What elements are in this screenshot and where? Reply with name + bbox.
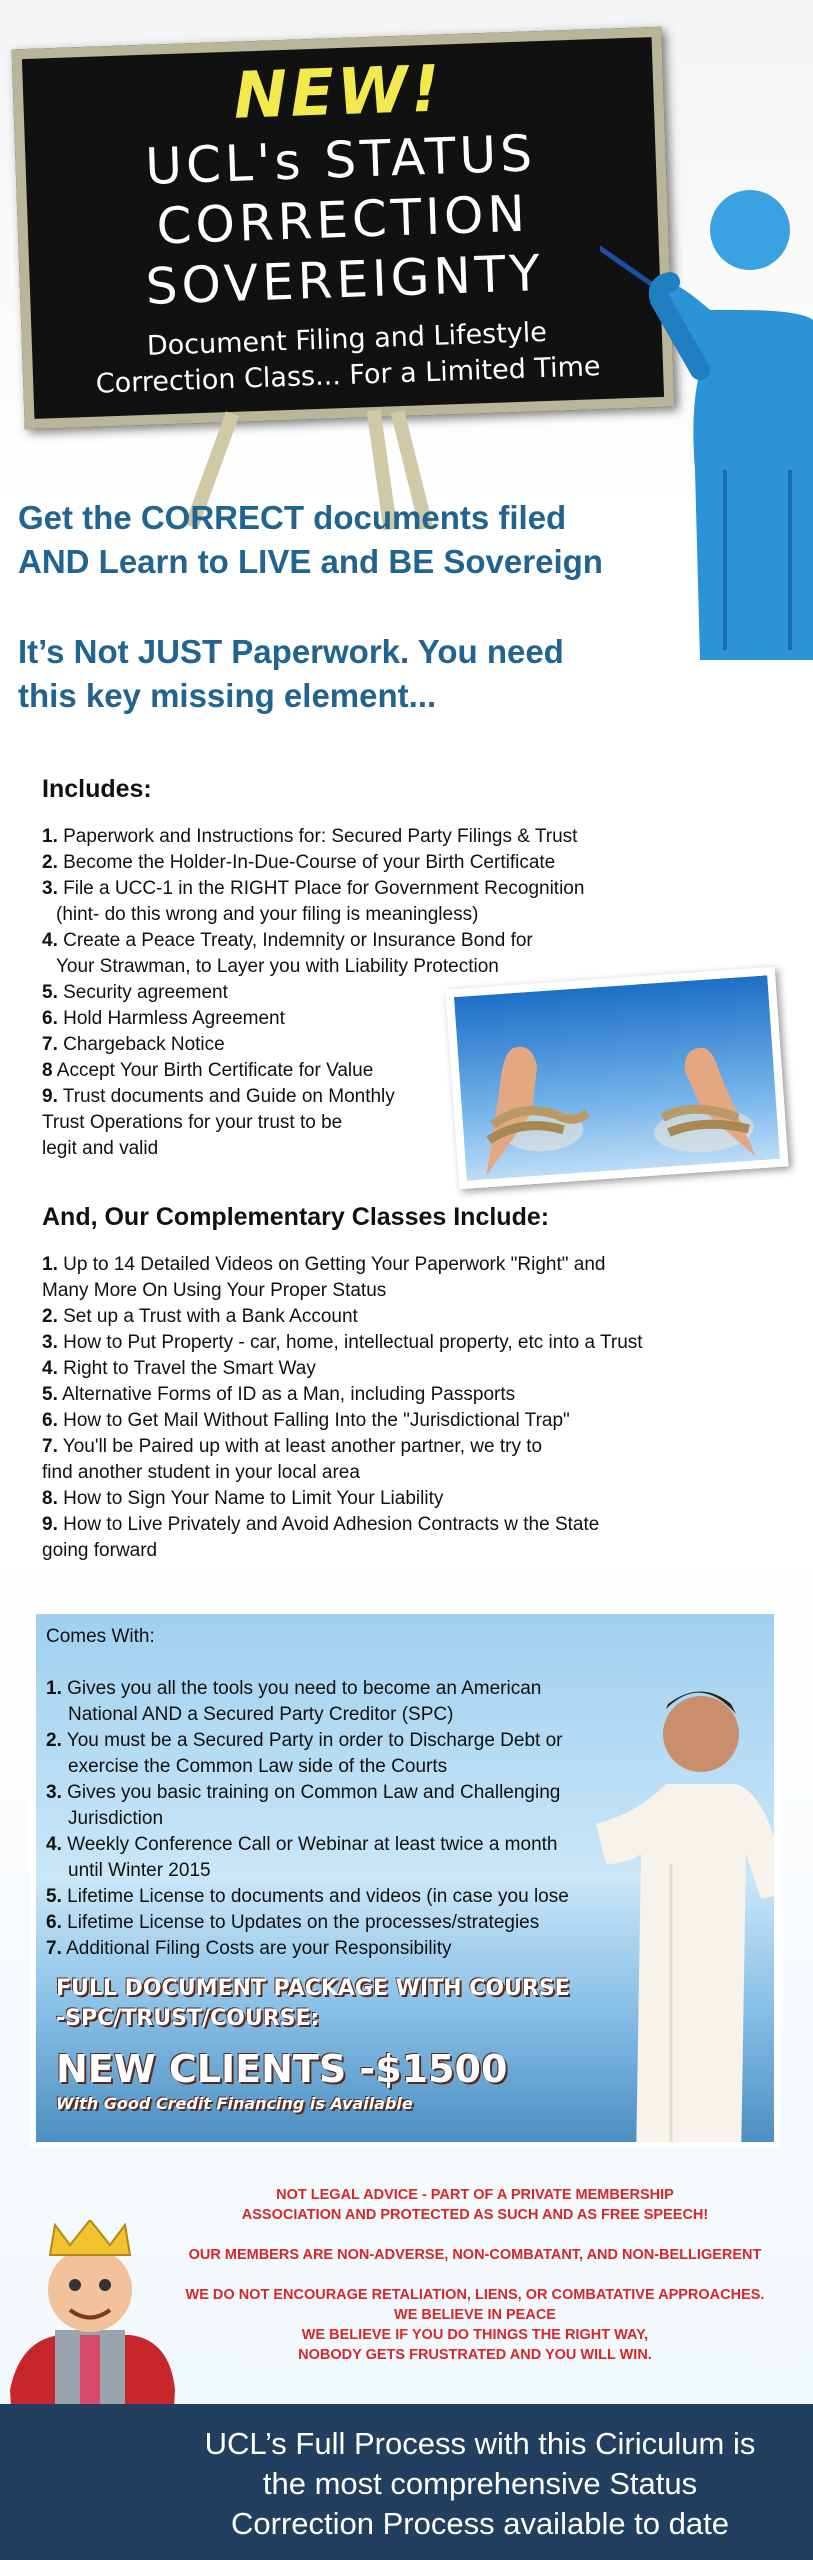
list-item-text: exercise the Common Law side of the Courts <box>68 1756 448 1777</box>
list-item <box>46 1806 606 1832</box>
list-item <box>42 1460 782 1486</box>
headline-line-4: this key missing element... <box>18 677 437 714</box>
list-item-text: Up to 14 Detailed Videos on Getting Your Paperwork "Right" and <box>57 1254 606 1275</box>
list-item-text: Trust Operations for your trust to be <box>42 1112 343 1133</box>
list-item <box>46 1676 606 1702</box>
list-item <box>46 1702 606 1728</box>
list-item-text: legit and valid <box>42 1138 159 1159</box>
price-label: NEW CLIENTS -$1500 <box>56 2047 508 2091</box>
board-subtitle-line-2: Correction Class... For a Limited Time <box>95 351 601 400</box>
list-item-number: 6. <box>42 1410 58 1431</box>
list-item-number: 3. <box>42 1332 58 1353</box>
list-item-text: How to Sign Your Name to Limit Your Liability <box>57 1488 444 1509</box>
list-item <box>46 1858 606 1884</box>
list-item <box>42 1382 782 1408</box>
footer-line-1: UCL’s Full Process with this Ciriculum is <box>204 2426 756 2461</box>
disclaimer-line: WE BELIEVE IF YOU DO THINGS THE RIGHT WAY, <box>301 2327 649 2343</box>
headline-line-3: It’s Not JUST Paperwork. You need <box>18 633 564 670</box>
board-title-line-3: SOVEREIGNTY <box>144 244 545 316</box>
list-item-text: Paperwork and Instructions for: Secured Party Filings & Trust <box>57 826 578 847</box>
list-item <box>42 1356 782 1382</box>
list-item-number: 8. <box>42 1488 58 1509</box>
list-item-text: Alternative Forms of ID as a Man, including Passports <box>57 1384 516 1405</box>
disclaimer-line: NOT LEGAL ADVICE - PART OF A PRIVATE MEMBERSHIP <box>276 2187 674 2203</box>
list-item-number: 8 <box>42 1060 53 1081</box>
list-item-number: 2. <box>42 1306 58 1327</box>
package-line-2: -SPC/TRUST/COURSE: <box>56 2006 320 2031</box>
list-item-text: find another student in your local area <box>42 1462 360 1483</box>
list-item-number: 4. <box>42 930 58 951</box>
man-at-sea-image <box>596 1664 780 2148</box>
list-item <box>42 928 662 954</box>
comes-with-list <box>46 1624 606 1962</box>
comes-list-items <box>46 1676 606 1962</box>
freed-hands-rope-image <box>445 967 788 1190</box>
list-item <box>42 850 662 876</box>
package-pricing <box>56 1974 570 2113</box>
list-item-number: 5. <box>42 982 58 1003</box>
disclaimer-line: OUR MEMBERS ARE NON-ADVERSE, NON-COMBATANT, AND NON-BELLIGERENT <box>188 2247 762 2263</box>
list-item-number: 4. <box>42 1358 58 1379</box>
list-item <box>46 1832 606 1858</box>
list-item-text: You'll be Paired up with at least another partner, we try to <box>57 1436 543 1457</box>
list-item-text: going forward <box>42 1540 158 1561</box>
list-item-text: Right to Travel the Smart Way <box>57 1358 316 1379</box>
list-item-text: Lifetime License to Updates on the processes/strategies <box>61 1912 540 1933</box>
list-item-number: 2. <box>42 852 58 873</box>
headline-line-2: AND Learn to LIVE and BE Sovereign <box>18 543 603 580</box>
list-item-number: 7. <box>42 1034 58 1055</box>
list-item-text: (hint- do this wrong and your filing is meaningless) <box>56 904 479 925</box>
financing-note: With Good Credit Financing is Available <box>56 2094 413 2113</box>
disclaimer-line: WE DO NOT ENCOURAGE RETALIATION, LIENS, OR COMBATATIVE APPROACHES. <box>185 2287 765 2303</box>
headline-block-1 <box>18 496 718 584</box>
list-item-number: 3. <box>46 1782 62 1803</box>
classes-list <box>42 1252 782 1564</box>
list-item-text: Gives you all the tools you need to become an American <box>61 1678 542 1699</box>
list-item-text: Many More On Using Your Proper Status <box>42 1280 387 1301</box>
list-item <box>46 1884 606 1910</box>
list-item-text: Your Strawman, to Layer you with Liability Protection <box>56 956 499 977</box>
list-item <box>42 954 662 980</box>
list-item-text: Security agreement <box>57 982 228 1003</box>
footer-text <box>170 2424 790 2544</box>
board-title-line-2: CORRECTION <box>155 184 530 256</box>
list-item-text: Create a Peace Treaty, Indemnity or Insurance Bond for <box>57 930 533 951</box>
list-item <box>42 1304 782 1330</box>
list-item <box>42 876 662 902</box>
list-item <box>46 1780 606 1806</box>
includes-title: Includes: <box>42 775 152 803</box>
list-item <box>46 1728 606 1754</box>
list-item <box>42 902 662 928</box>
headline-block-2 <box>18 630 638 718</box>
new-label: NEW! <box>232 52 445 134</box>
list-item-text: National AND a Secured Party Creditor (SPC) <box>68 1704 454 1725</box>
list-item <box>42 1434 782 1460</box>
list-item-number: 6. <box>46 1912 62 1933</box>
list-item-text: Additional Filing Costs are your Responsibility <box>61 1938 452 1959</box>
list-item-number: 1. <box>42 826 58 847</box>
list-item-text: Hold Harmless Agreement <box>57 1008 285 1029</box>
list-item-number: 4. <box>46 1834 62 1855</box>
board-subtitle-line-1: Document Filing and Lifestyle <box>146 316 548 362</box>
list-item <box>46 1910 606 1936</box>
list-item <box>42 1486 782 1512</box>
list-item-number: 5. <box>46 1886 62 1907</box>
comes-with-title: Comes With: <box>46 1626 155 1647</box>
list-item-text: until Winter 2015 <box>68 1860 211 1881</box>
list-item-text: Gives you basic training on Common Law and Challenging <box>61 1782 561 1803</box>
list-item <box>42 1252 782 1278</box>
list-item-number: 6. <box>42 1008 58 1029</box>
package-line-1: FULL DOCUMENT PACKAGE WITH COURSE <box>56 1976 570 2001</box>
headline-line-1: Get the CORRECT documents filed <box>18 499 567 536</box>
list-item-number: 2. <box>46 1730 62 1751</box>
disclaimer-line: WE BELIEVE IN PEACE <box>394 2307 556 2323</box>
list-item <box>42 1330 782 1356</box>
list-item-text: How to Get Mail Without Falling Into the "Jurisdictional Trap" <box>57 1410 570 1431</box>
list-item-text: Jurisdiction <box>68 1808 164 1829</box>
list-item <box>42 1408 782 1434</box>
list-item-number: 7. <box>42 1436 58 1457</box>
list-item-text: How to Put Property - car, home, intellectual property, etc into a Trust <box>57 1332 643 1353</box>
list-item-number: 3. <box>42 878 58 899</box>
footer-line-3: Correction Process available to date <box>231 2506 729 2541</box>
list-item-text: Set up a Trust with a Bank Account <box>57 1306 358 1327</box>
disclaimer-block <box>160 2185 790 2385</box>
footer-banner <box>0 2404 813 2560</box>
comes-with-panel <box>30 1608 780 2148</box>
disclaimer-line: ASSOCIATION AND PROTECTED AS SUCH AND AS FREE SPEECH! <box>241 2207 709 2223</box>
list-item-text: Weekly Conference Call or Webinar at least twice a month <box>61 1834 558 1855</box>
list-item-number: 1. <box>42 1254 58 1275</box>
list-item-text: Become the Holder-In-Due-Course of your Birth Certificate <box>57 852 556 873</box>
list-item-number: 7. <box>46 1938 62 1959</box>
classes-title: And, Our Complementary Classes Include: <box>42 1203 550 1231</box>
list-item-text: Lifetime License to documents and videos (in case you lose <box>61 1886 569 1907</box>
disclaimer-line: NOBODY GETS FRUSTRATED AND YOU WILL WIN. <box>298 2347 652 2363</box>
list-item-number: 9. <box>42 1086 58 1107</box>
list-item <box>42 824 662 850</box>
list-item-text: How to Live Privately and Avoid Adhesion Contracts w the State <box>57 1514 600 1535</box>
list-item-text: Chargeback Notice <box>57 1034 225 1055</box>
list-item <box>42 1512 782 1538</box>
list-item <box>42 1538 782 1564</box>
list-item-number: 1. <box>46 1678 62 1699</box>
list-item-number: 9. <box>42 1514 58 1535</box>
list-item-text: File a UCC-1 in the RIGHT Place for Government Recognition <box>57 878 585 899</box>
list-item <box>42 1278 782 1304</box>
list-item-text: Accept Your Birth Certificate for Value <box>52 1060 374 1081</box>
board-title-line-1: UCL's STATUS <box>144 124 537 196</box>
chalkboard-banner <box>12 27 675 429</box>
list-item-number: 5. <box>42 1384 58 1405</box>
list-item <box>46 1936 606 1962</box>
list-item-text: Trust documents and Guide on Monthly <box>57 1086 395 1107</box>
list-item-text: You must be a Secured Party in order to Discharge Debt or <box>61 1730 563 1751</box>
pointing-stick-figure-icon <box>600 170 813 660</box>
footer-line-2: the most comprehensive Status <box>262 2466 698 2501</box>
list-item <box>46 1754 606 1780</box>
classes-section <box>42 1204 782 1564</box>
